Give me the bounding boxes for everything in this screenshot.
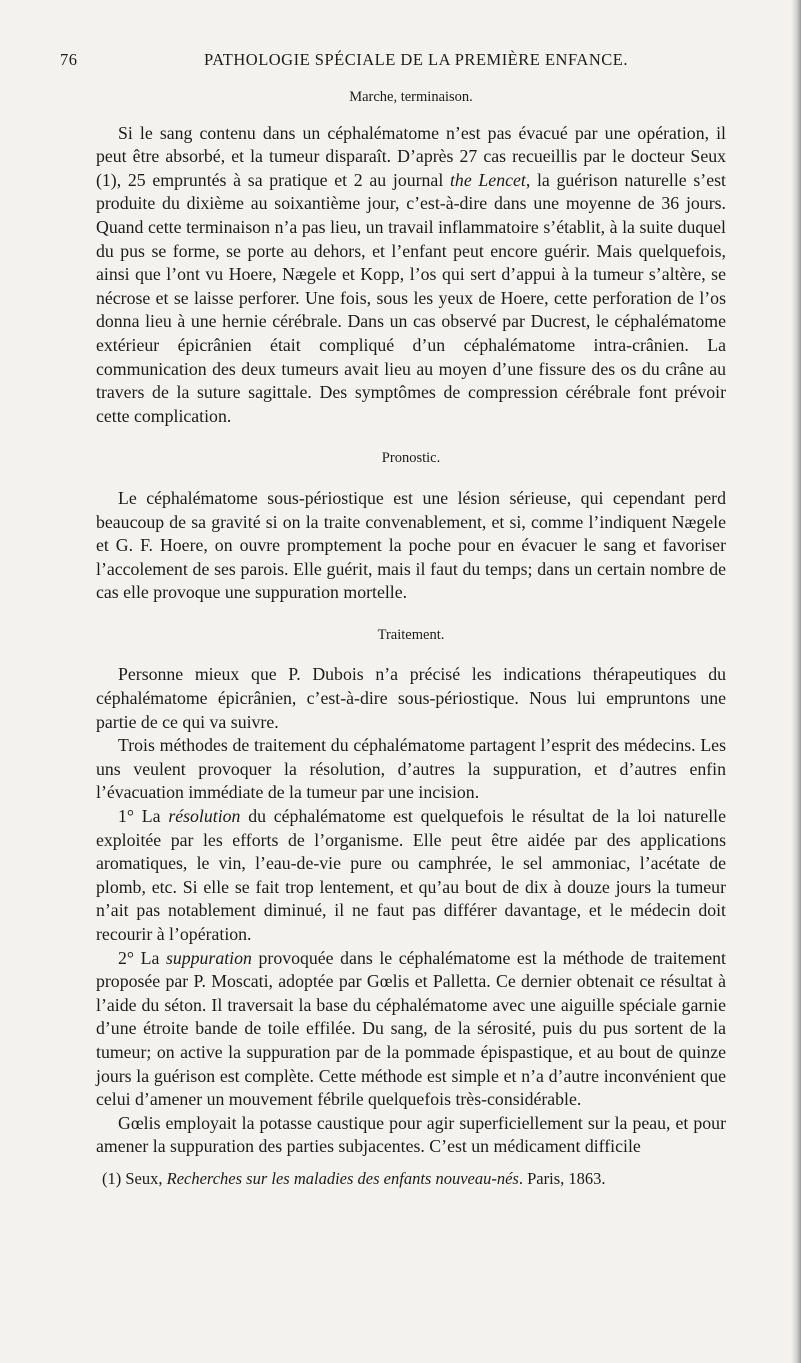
page-body bbox=[96, 86, 726, 1191]
text-run: , la guérison naturelle s’est produite du dixième au soixantième jour, c’est-à-dire dans une moyenne de 36 jours. Quand cette terminaison n’a pas lieu, un travail inflammatoire s’établit, à la suite duquel du pus se forme, se porte au dehors, et l’enfant peut encore guérir. Mais quelquefois, ainsi que l’ont vu Hoere, Nægele et Kopp, l’os qui sert d’appui à la tumeur s’altère, se nécrose et se laisse perforer. Une fois, sous les yeux de Hoere, cette perforation de l’os donna lieu à une hernie cérébrale. Dans un cas observé par Ducrest, le céphalématome extérieur épicrânien était compliqué d’un céphalématome intra-crânien. La communication des deux tumeurs avait lieu au moyen d’une fissure des os du crâne au travers de la suture sagittale. Des symptômes de compression cérébrale font prévoir cette complication. bbox=[96, 169, 726, 426]
term-suppuration: suppuration bbox=[165, 947, 252, 968]
term-resolution: résolution bbox=[168, 806, 241, 827]
text-run: du céphalématome est quelquefois le résultat de la loi naturelle exploitée par les efforts de l’organisme. Elle peut être aidée par des applications aromatiques, le vin, l’eau-de-vie pure ou camphrée, le sel ammoniac, l’acétate de plomb, etc. Si elle se fait trop lentement, et qu’au bout de dix à douze jours la tumeur n’ait pas notablement diminué, il ne faut pas différer davantage, et le médecin doit recourir à l’opération. bbox=[96, 806, 726, 944]
paragraph-pronostic: Le céphalématome sous-périostique est une lésion sérieuse, qui cependant perd beaucoup de sa gravité si on la traite convenablement, et si, comme l’indiquent Nægele et G. F. Hoere, on ouvre promptement la poche pour en évacuer le sang et favoriser l’accolement de ses parois. Elle guérit, mais il faut du temps; dans un certain nombre de cas elle provoque une suppuration mortelle. bbox=[96, 487, 726, 603]
footnote-marker: (1) Seux, bbox=[102, 1168, 167, 1188]
paragraph-traitement-1: Personne mieux que P. Dubois n’a précisé les indications thérapeutiques du céphalématome épicrânien, c’est-à-dire sous-périostique. Nous lui empruntons une partie de ce qui va suivre. bbox=[96, 664, 726, 732]
list-number: 1° La bbox=[118, 806, 169, 827]
footnote-tail: . Paris, 1863. bbox=[518, 1168, 606, 1188]
text-run: provoquée dans le céphalématome est la méthode de traitement proposée par P. Moscati, adoptée par Gœlis et Palletta. Ce dernier obtenait ce résultat à l’aide du séton. Il traversait la base du céphalématome avec une aiguille spéciale garnie d’une étroite bande de toile effilée. Du sang, de la sérosité, puis du pus sortent de la tumeur; on active la suppuration par de la pommade épispastique, et au bout de quinze jours la guérison est complète. Cette méthode est simple et n’a d’autre inconvénient que celui d’amener un mouvement fébrile quelquefois très-considérable. bbox=[96, 947, 726, 1110]
paragraph-goelis: Gœlis employait la potasse caustique pour agir superficiellement sur la peau, et pour amener la suppuration des parties subjacentes. C’est un médicament difficile bbox=[96, 1112, 726, 1157]
paragraph-resolution bbox=[96, 805, 726, 947]
paragraph-suppuration bbox=[96, 947, 726, 1112]
paragraph-traitement-2: Trois méthodes de traitement du céphalématome partagent l’esprit des médecins. Les uns veulent provoquer la résolution, d’autres la suppuration, et d’autres enfin l’évacuation immédiate de la tumeur par une incision. bbox=[96, 735, 726, 803]
page-number: 76 bbox=[60, 50, 78, 69]
page-edge-shadow bbox=[791, 0, 801, 1363]
running-header bbox=[60, 50, 716, 70]
paragraph-marche bbox=[96, 122, 726, 429]
journal-title: the Lencet bbox=[449, 169, 526, 190]
text-run: Si le sang contenu dans un céphalématome n’est pas évacué par une opération, il peut être absorbé, et la tumeur disparaît. D’après 27 cas recueillis par le docteur Seux (1), 25 empruntés à sa pratique et 2 au journal bbox=[96, 122, 726, 190]
section-heading-marche: Marche, terminaison. bbox=[349, 89, 473, 105]
footnote bbox=[96, 1167, 726, 1191]
list-number: 2° La bbox=[118, 947, 166, 968]
section-heading-traitement: Traitement. bbox=[377, 626, 445, 643]
section-heading-pronostic: Pronostic. bbox=[381, 450, 441, 467]
footnote-title: Recherches sur les maladies des enfants nouveau-nés bbox=[166, 1168, 519, 1188]
running-title: PATHOLOGIE SPÉCIALE DE LA PREMIÈRE ENFANCE. bbox=[204, 50, 628, 69]
